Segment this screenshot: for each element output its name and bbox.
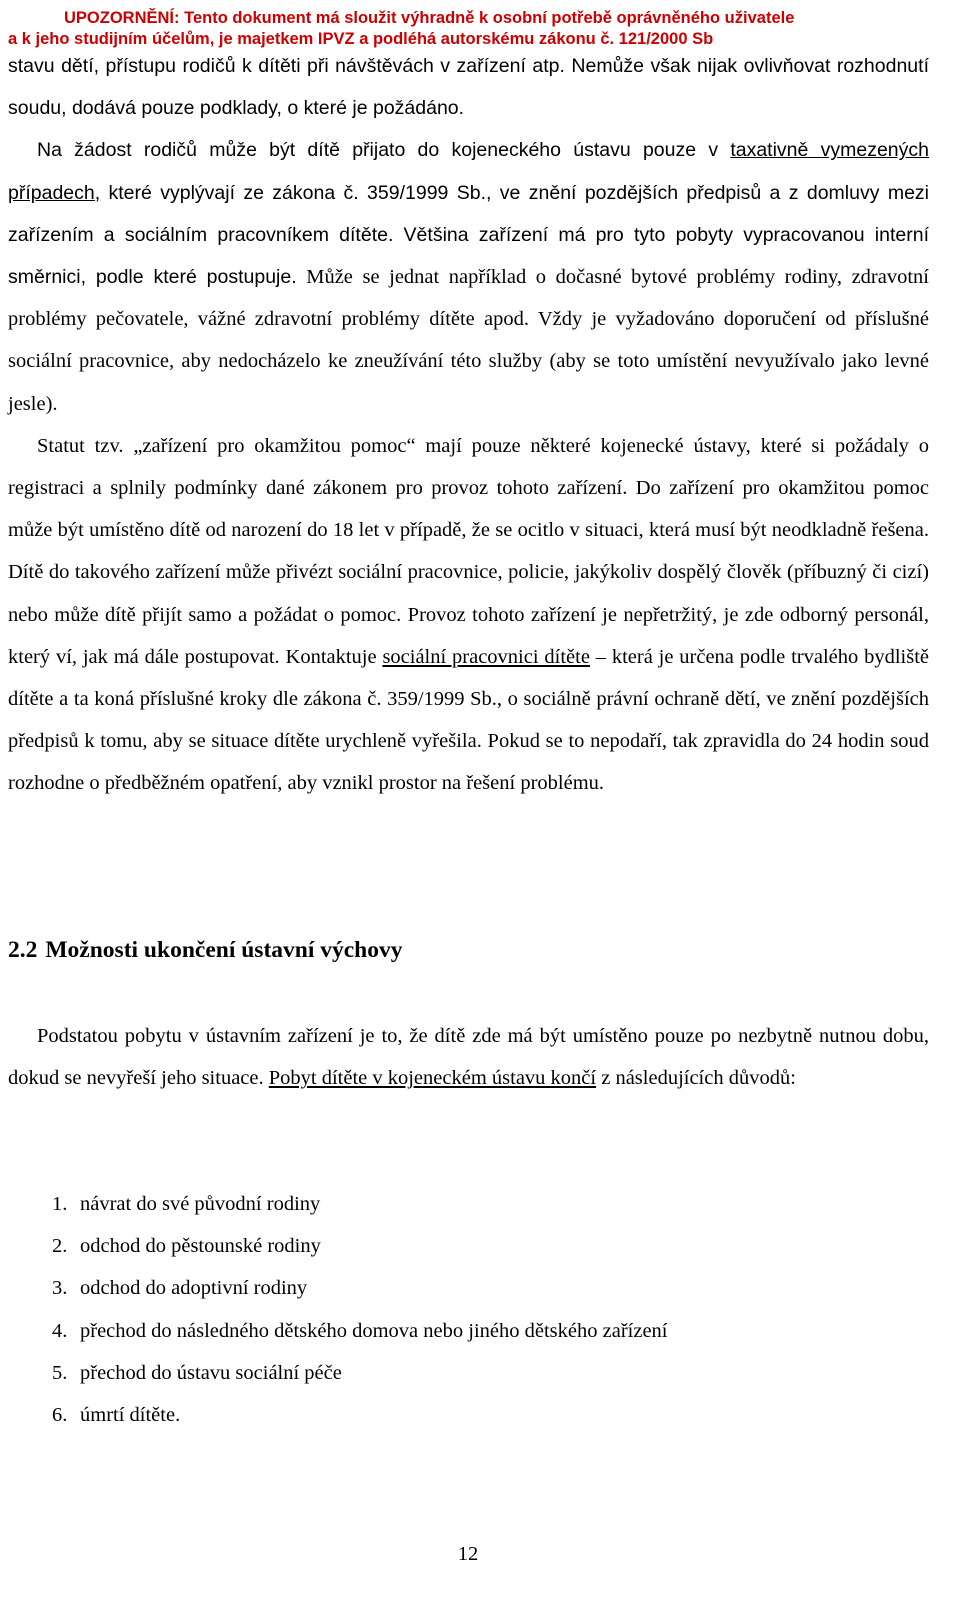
list-item-number: 6. bbox=[52, 1404, 68, 1427]
paragraph-2-part-e: Většina zařízení má pro tyto pobyty vypracovanou interní směrnici, podle které postupuje. bbox=[8, 223, 929, 289]
paragraph-2-underlined: taxativně vymezených případech, bbox=[8, 139, 929, 204]
paragraph-3 bbox=[8, 425, 929, 805]
list-item bbox=[8, 1183, 667, 1225]
list-item bbox=[8, 1267, 667, 1309]
paragraph-4-underlined: Pobyt dítěte v kojeneckém ústavu končí bbox=[268, 1067, 597, 1090]
paragraph-2-part-c: které vyplývají ze zákona č. 359/1999 Sb. bbox=[100, 181, 487, 204]
paragraph-3-part-c: – která je určena podle trvalého bydliště dítěte a ta koná příslušné kroky dle zákona č. 359/1999 Sb., o sociálně právní ochraně dětí, ve znění pozdějších předpisů k tomu, aby se situace dítěte urychleně vyřešila. Pokud se to nepodaří, tak zpravidla do 24 hodin soud rozhodne o předběžném opatření, aby vznikl prostor na řešení problému. bbox=[8, 645, 930, 795]
list-item-number: 1. bbox=[52, 1193, 68, 1215]
list-item-text: úmrtí dítěte. bbox=[80, 1404, 181, 1427]
paragraph-3-part-a: Statut tzv. „zařízení pro okamžitou pomoc“ mají pouze některé kojenecké ústavy, které si požádaly o registraci a splnily podmínky dané zákonem pro provoz tohoto zařízení. Do zařízení pro okamžitou pomoc může být umístěno dítě od narození do 18 let v případě, že se ocitlo v situaci, která musí být neodkladně řešena. Dítě do takového zařízení může přivézt sociální pracovnice, policie, jakýkoliv dospělý člověk (příbuzný či cizí) nebo může dítě přijít samo a požádat o pomoc. Provoz tohoto zařízení je nepřetržitý, je zde odborný personál, který ví, jak má dále postupovat. Kontaktuje bbox=[8, 434, 929, 668]
copyright-warning bbox=[8, 8, 952, 50]
paragraph-2-part-f: Může se jednat například o dočasné bytové problémy rodiny, zdravotní problémy pečovatele, vážné zdravotní problémy dítěte apod. bbox=[8, 266, 929, 331]
section-number: 2.2 bbox=[8, 937, 38, 963]
reasons-list bbox=[8, 1183, 667, 1436]
paragraph-4 bbox=[8, 1015, 929, 1099]
paragraph-4-part-a: Podstatou pobytu v ústavním zařízení je to, že dítě zde má být umístěno pouze po nezbytně nutnou dobu, dokud se nevyřeší jeho situace. bbox=[8, 1025, 929, 1090]
list-item-text: odchod do adoptivní rodiny bbox=[80, 1277, 308, 1300]
list-item bbox=[8, 1225, 667, 1267]
warning-line-2: a k jeho studijním účelům, je majetkem IPVZ a podléhá autorskému zákonu č. 121/2000 Sb bbox=[8, 30, 714, 48]
paragraph-3-underlined: sociální pracovnici dítěte bbox=[382, 645, 590, 668]
list-item-text: přechod do následného dětského domova nebo jiného dětského zařízení bbox=[80, 1319, 668, 1342]
list-item-text: přechod do ústavu sociální péče bbox=[80, 1361, 342, 1384]
paragraph-1-text: stavu dětí, přístupu rodičů k dítěti při návštěvách v zařízení atp. Nemůže však nijak ovlivňovat rozhodnutí soudu, dodává pouze podklady, o které je požádáno. bbox=[8, 55, 929, 120]
paragraph-2-part-a: Na žádost rodičů může být dítě přijato do kojeneckého ústavu pouze v bbox=[37, 139, 731, 162]
list-item-number: 2. bbox=[52, 1235, 68, 1258]
list-item-text: návrat do své původní rodiny bbox=[80, 1193, 321, 1215]
main-text bbox=[8, 45, 929, 805]
list-item-number: 4. bbox=[52, 1319, 68, 1342]
list-item bbox=[8, 1394, 667, 1436]
list-item bbox=[8, 1352, 667, 1394]
list-item-number: 3. bbox=[52, 1277, 68, 1300]
paragraph-1 bbox=[8, 45, 929, 129]
section-title: Možnosti ukončení ústavní výchovy bbox=[45, 937, 403, 963]
section-heading bbox=[8, 932, 403, 968]
page-number: 12 bbox=[457, 1543, 479, 1565]
list-item-text: odchod do pěstounské rodiny bbox=[80, 1235, 321, 1258]
paragraph-4-part-c: z následujících důvodů: bbox=[596, 1067, 796, 1090]
paragraph-2 bbox=[8, 129, 929, 424]
paragraph-2-part-g: Vždy je vyžadováno doporučení od příslušné sociální pracovnice, aby nedocházelo ke zneužívání této služby (aby se toto umístění nevyužívalo jako levné jesle). bbox=[8, 308, 929, 415]
warning-line-1: UPOZORNĚNÍ: Tento dokument má sloužit výhradně k osobní potřebě oprávněného uživatele bbox=[64, 9, 795, 27]
paragraph-2-part-d: , ve znění pozdějších předpisů a z domluvy mezi zařízením a sociálním pracovníkem dítěte. bbox=[8, 181, 929, 246]
list-item bbox=[8, 1310, 667, 1352]
list-item-number: 5. bbox=[52, 1361, 68, 1384]
